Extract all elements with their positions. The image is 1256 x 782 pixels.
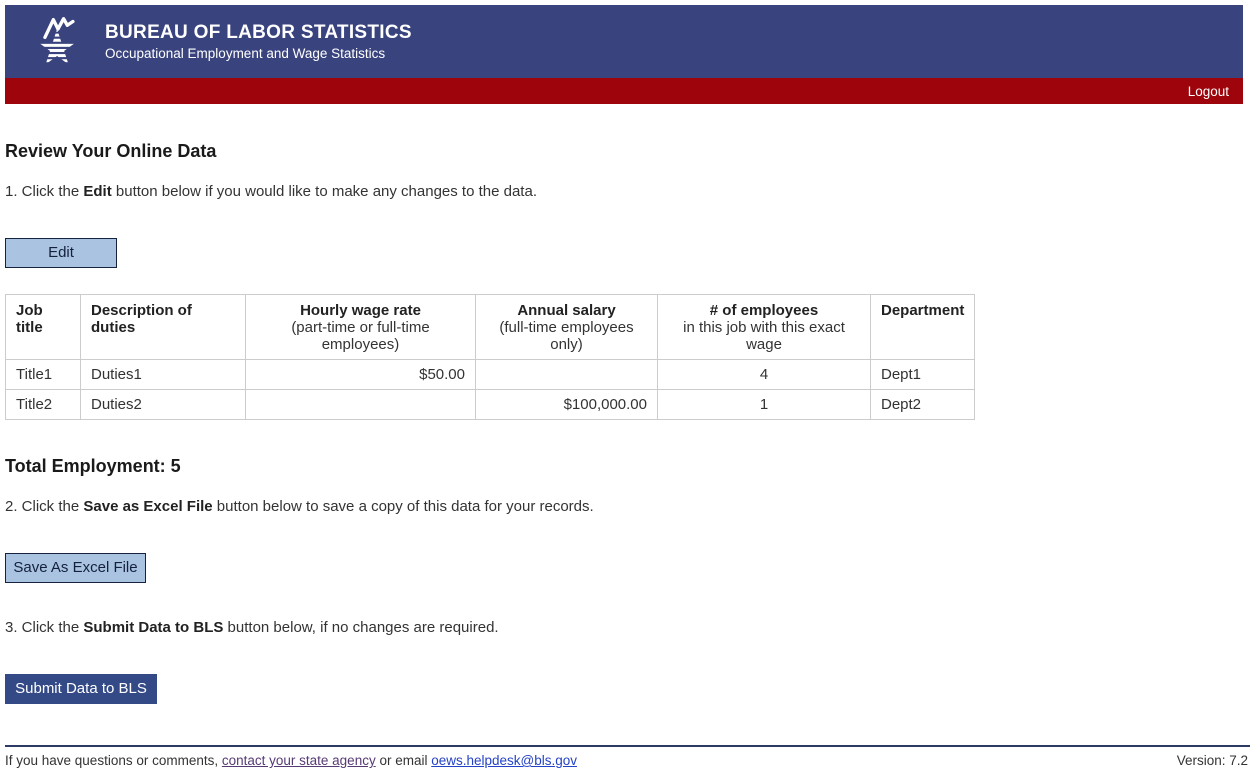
footer-prefix: If you have questions or comments, [5, 753, 222, 768]
logout-link[interactable]: Logout [1187, 83, 1229, 99]
cell-num-employees: 4 [658, 360, 871, 390]
footer-middle: or email [375, 753, 432, 768]
table-row [6, 360, 975, 390]
step3-prefix: 3. Click the [5, 619, 84, 636]
step1-instruction [5, 183, 1243, 201]
save-as-excel-button[interactable]: Save As Excel File [5, 553, 146, 583]
col-header-num-employees: # of employees in this job with this exact wage [658, 295, 871, 360]
cell-hourly-wage [246, 390, 476, 420]
cell-description: Duties2 [81, 390, 246, 420]
table-row [6, 390, 975, 420]
cell-hourly-wage: $50.00 [246, 360, 476, 390]
edit-button[interactable]: Edit [5, 238, 117, 268]
version-label: Version: 7.2 [1176, 753, 1248, 768]
page-frame [5, 5, 1243, 104]
cell-job-title: Title1 [6, 360, 81, 390]
bls-logo [31, 13, 85, 71]
col-header-department: Department [871, 295, 975, 360]
bls-star-logo-icon [31, 13, 85, 71]
col-header-annual-salary: Annual salary (full-time employees only) [476, 295, 658, 360]
col-header-job-title: Job title [6, 295, 81, 360]
step1-prefix: 1. Click the [5, 183, 84, 200]
col-header-hourly-wage: Hourly wage rate (part-time or full-time employees) [246, 295, 476, 360]
step3-bold: Submit Data to BLS [83, 619, 224, 636]
app-subtitle: Occupational Employment and Wage Statistics [105, 45, 386, 61]
step1-suffix: button below if you would like to make any changes to the data. [111, 183, 537, 200]
cell-department: Dept2 [871, 390, 975, 420]
footer-help-text [5, 753, 577, 768]
step2-prefix: 2. Click the [5, 498, 84, 515]
total-employment-heading: Total Employment: 5 [5, 456, 181, 476]
step2-instruction [5, 498, 1243, 516]
table-header-row [6, 295, 975, 360]
page-footer [5, 745, 1250, 782]
step3-instruction [5, 619, 1243, 637]
step1-bold: Edit [83, 183, 112, 200]
step3-suffix: button below, if no changes are required. [223, 619, 499, 636]
cell-job-title: Title2 [6, 390, 81, 420]
page-title: Review Your Online Data [5, 141, 217, 161]
col-header-description: Description of duties [81, 295, 246, 360]
helpdesk-email-link[interactable]: oews.helpdesk@bls.gov [431, 753, 578, 768]
app-title: BUREAU OF LABOR STATISTICS [105, 21, 412, 43]
step2-suffix: button below to save a copy of this data for your records. [212, 498, 594, 515]
main-content [5, 141, 1243, 704]
submit-data-button[interactable]: Submit Data to BLS [5, 674, 157, 704]
cell-annual-salary: $100,000.00 [476, 390, 658, 420]
masthead [5, 5, 1243, 78]
step2-bold: Save as Excel File [83, 498, 213, 515]
top-nav-bar [5, 78, 1243, 104]
cell-num-employees: 1 [658, 390, 871, 420]
cell-annual-salary [476, 360, 658, 390]
masthead-titles [105, 22, 412, 62]
state-agency-link[interactable]: contact your state agency [221, 753, 376, 768]
cell-department: Dept1 [871, 360, 975, 390]
cell-description: Duties1 [81, 360, 246, 390]
wage-data-table [5, 294, 975, 420]
